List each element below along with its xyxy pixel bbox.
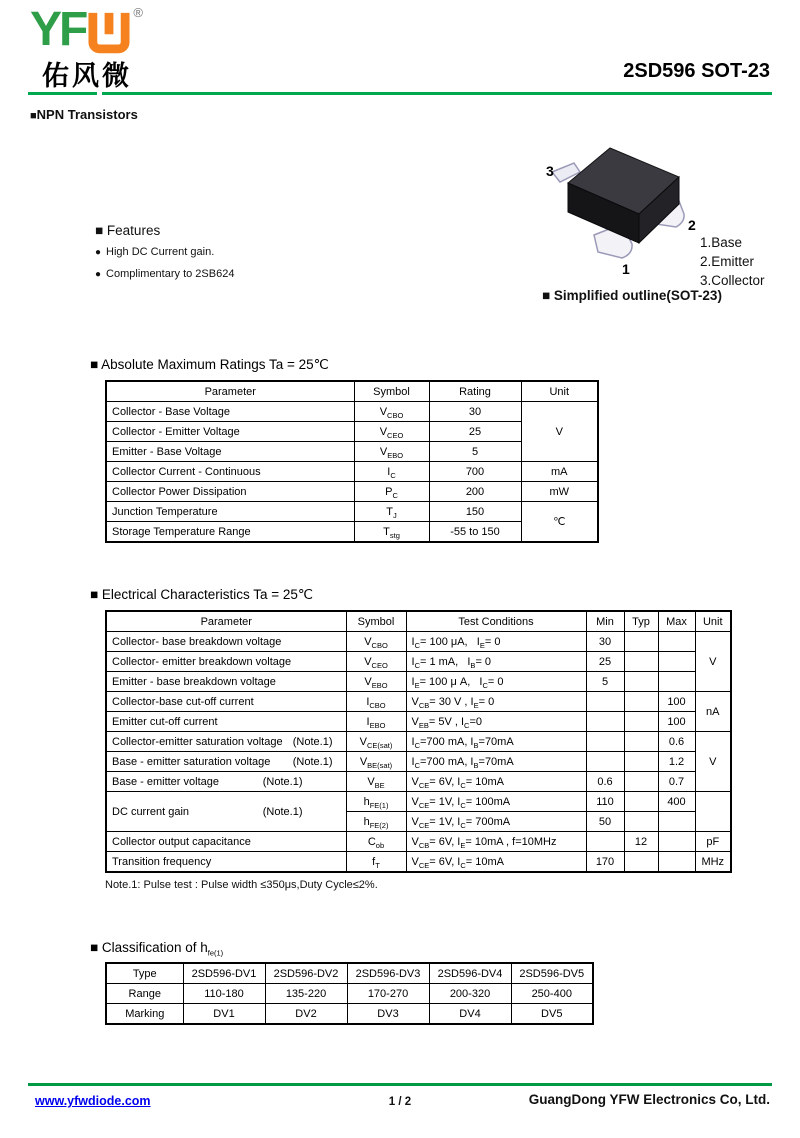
table-header-row (106, 381, 598, 402)
table-row (106, 832, 731, 852)
param-cell (106, 792, 346, 832)
website-link[interactable]: www.yfwdiode.com (35, 1094, 151, 1108)
typ-cell: 12 (624, 832, 658, 852)
typ-cell (624, 852, 658, 873)
conditions-cell: $I_C=700$ mA, $I_B=70mA$ (406, 752, 586, 772)
range-cell: 135-220 (265, 984, 347, 1004)
symbol-cell: $V_{CEO}$ (354, 422, 429, 442)
typ-cell (624, 652, 658, 672)
range-cell: 110-180 (183, 984, 265, 1004)
min-cell: 25 (586, 652, 624, 672)
param-cell: Collector-base cut-off current (106, 692, 346, 712)
max-cell (658, 852, 695, 873)
page-number: 1 / 2 (388, 1096, 412, 1108)
footer-rule (28, 1083, 772, 1086)
table-header-row (106, 611, 731, 632)
table-row (106, 772, 731, 792)
rating-cell: 150 (429, 502, 521, 522)
row-label: Marking (106, 1004, 183, 1025)
note-ref: (Note.1) (292, 755, 333, 768)
min-cell (586, 692, 624, 712)
symbol-cell: $V_{EBO}$ (354, 442, 429, 462)
unit-cell: mA (521, 462, 598, 482)
logo-yf-text: YF (30, 3, 86, 56)
registered-mark-icon: ® (133, 5, 143, 20)
conditions-cell: $V_{CE}= 6V$, $I_C= 10mA$ (406, 852, 586, 873)
table-row (106, 712, 731, 732)
param-cell (106, 732, 346, 752)
table-row (106, 792, 731, 812)
conditions-cell: $V_{CB}= 30$ V , $I_E= 0$ (406, 692, 586, 712)
param-cell (106, 772, 346, 792)
symbol-cell: $h_{FE(2)}$ (346, 812, 406, 832)
table-row (106, 752, 731, 772)
pin-legend-collector: 3.Collector (700, 273, 765, 288)
table-row (106, 852, 731, 873)
feature-text: High DC Current gain. (106, 246, 215, 258)
row-label: Type (106, 963, 183, 984)
max-cell: 100 (658, 712, 695, 732)
note-1: Note.1: Pulse test : Pulse width ≤350μs,Duty Cycle≤2%. (105, 879, 378, 891)
unit-cell: V (695, 732, 731, 792)
min-cell: 5 (586, 672, 624, 692)
range-cell: 250-400 (511, 984, 593, 1004)
param-cell: Collector- emitter breakdown voltage (106, 652, 346, 672)
product-title: 2SD596 SOT-23 (623, 60, 770, 82)
column-header: Min (586, 611, 624, 632)
range-cell: 200-320 (429, 984, 511, 1004)
column-header: Max (658, 611, 695, 632)
ec-table (105, 610, 732, 873)
typ-cell (624, 692, 658, 712)
classification-title-text: Classification of $h_{fe(1)}$ (101, 940, 224, 958)
pin-number-3: 3 (546, 163, 554, 179)
square-marker-icon: ■ (30, 110, 37, 122)
symbol-cell: $T_{stg}$ (354, 522, 429, 543)
symbol-cell: $V_{EBO}$ (346, 672, 406, 692)
square-marker-icon: ■ (90, 940, 99, 955)
param-cell: Emitter - base breakdown voltage (106, 672, 346, 692)
conditions-cell: $I_C= 100$ μA, $I_E= 0$ (406, 632, 586, 652)
amr-table (105, 380, 599, 543)
min-cell: 50 (586, 812, 624, 832)
rating-cell: 200 (429, 482, 521, 502)
unit-cell (695, 792, 731, 832)
table-row (106, 732, 731, 752)
min-cell (586, 732, 624, 752)
table-row (106, 692, 731, 712)
outline-caption (542, 288, 722, 303)
table-row (106, 1004, 593, 1025)
outline-caption-text: Simplified outline(SOT-23) (553, 288, 722, 303)
symbol-cell: $h_{FE(1)}$ (346, 792, 406, 812)
unit-cell: MHz (695, 852, 731, 873)
table-row (106, 402, 598, 422)
conditions-cell: $I_C= 1$ mA, $I_B= 0$ (406, 652, 586, 672)
param-cell: Emitter - Base Voltage (106, 442, 354, 462)
bullet-icon: ● (95, 269, 102, 280)
classification-table (105, 962, 594, 1025)
param-text: DC current gain (112, 805, 190, 818)
conditions-cell: $V_{CE}= 1V$, $I_C= 100mA$ (406, 792, 586, 812)
max-cell: 0.7 (658, 772, 695, 792)
table-row (106, 652, 731, 672)
ec-section-title (90, 587, 313, 603)
column-header: Unit (521, 381, 598, 402)
sot23-package-icon (538, 140, 713, 295)
symbol-cell: $I_{EBO}$ (346, 712, 406, 732)
symbol-cell: $V_{CBO}$ (346, 632, 406, 652)
column-header: Symbol (346, 611, 406, 632)
param-text: Base - emitter saturation voltage (112, 755, 271, 768)
marking-cell: DV1 (183, 1004, 265, 1025)
column-header: Parameter (106, 611, 346, 632)
max-cell (658, 652, 695, 672)
table-row (106, 482, 598, 502)
symbol-cell: $V_{CEO}$ (346, 652, 406, 672)
max-cell: 100 (658, 692, 695, 712)
amr-section-title (90, 357, 329, 373)
symbol-cell: $I_{CBO}$ (346, 692, 406, 712)
unit-cell: pF (695, 832, 731, 852)
table-row (106, 963, 593, 984)
min-cell (586, 752, 624, 772)
company-name: GuangDong YFW Electronics Co, Ltd. (528, 1092, 770, 1107)
marking-cell: DV3 (347, 1004, 429, 1025)
table-row (106, 502, 598, 522)
param-cell: Collector - Base Voltage (106, 402, 354, 422)
pin-legend-emitter: 2.Emitter (700, 254, 755, 269)
conditions-cell: $I_E= 100$ μ A, $I_C= 0$ (406, 672, 586, 692)
typ-cell (624, 732, 658, 752)
max-cell (658, 632, 695, 652)
square-marker-icon: ■ (542, 288, 551, 303)
rating-cell: 25 (429, 422, 521, 442)
marking-cell: DV2 (265, 1004, 347, 1025)
param-text: Collector-emitter saturation voltage (112, 735, 283, 748)
row-label: Range (106, 984, 183, 1004)
typ-cell (624, 792, 658, 812)
table-row (106, 672, 731, 692)
feature-item (95, 268, 234, 280)
marking-cell: DV5 (511, 1004, 593, 1025)
pin-legend-base: 1.Base (700, 235, 743, 250)
conditions-cell: $V_{CB}= 6V$, $I_E= 10mA$ , f=10MHz (406, 832, 586, 852)
unit-cell: ℃ (521, 502, 598, 543)
typ-cell (624, 672, 658, 692)
type-cell: 2SD596-DV2 (265, 963, 347, 984)
symbol-cell: $V_{BE(sat)}$ (346, 752, 406, 772)
column-header: Parameter (106, 381, 354, 402)
max-cell (658, 832, 695, 852)
pin-legend (700, 233, 765, 290)
param-cell: Collector - Emitter Voltage (106, 422, 354, 442)
subtitle-text: NPN Transistors (36, 107, 138, 122)
pin-number-2: 2 (688, 217, 696, 233)
unit-cell: nA (695, 692, 731, 732)
min-cell: 170 (586, 852, 624, 873)
param-cell (106, 752, 346, 772)
bullet-icon: ● (95, 247, 102, 258)
max-cell: 1.2 (658, 752, 695, 772)
type-cell: 2SD596-DV1 (183, 963, 265, 984)
header-rule-dot (102, 92, 105, 95)
type-cell: 2SD596-DV4 (429, 963, 511, 984)
conditions-cell: $V_{CE}= 1V$, $I_C= 700mA$ (406, 812, 586, 832)
max-cell (658, 812, 695, 832)
symbol-cell: $I_C$ (354, 462, 429, 482)
symbol-cell: $T_J$ (354, 502, 429, 522)
conditions-cell: $V_{EB}= 5V$ , $I_C=0$ (406, 712, 586, 732)
header-rule (28, 92, 772, 95)
param-cell: Emitter cut-off current (106, 712, 346, 732)
param-cell: Collector- base breakdown voltage (106, 632, 346, 652)
range-cell: 170-270 (347, 984, 429, 1004)
feature-item (95, 246, 214, 258)
param-cell: Transition frequency (106, 852, 346, 873)
param-cell: Collector Current - Continuous (106, 462, 354, 482)
type-cell: 2SD596-DV3 (347, 963, 429, 984)
type-cell: 2SD596-DV5 (511, 963, 593, 984)
square-marker-icon: ■ (95, 223, 104, 238)
marking-cell: DV4 (429, 1004, 511, 1025)
feature-text: Complimentary to 2SB624 (106, 268, 235, 280)
table-row (106, 632, 731, 652)
column-header: Typ (624, 611, 658, 632)
rating-cell: 30 (429, 402, 521, 422)
note-ref: (Note.1) (292, 735, 333, 748)
square-marker-icon: ■ (90, 357, 99, 372)
symbol-cell: $P_C$ (354, 482, 429, 502)
min-cell: 0.6 (586, 772, 624, 792)
note-ref: (Note.1) (262, 775, 303, 788)
column-header: Rating (429, 381, 521, 402)
ec-title-text: Electrical Characteristics Ta = 25℃ (101, 587, 314, 602)
max-cell: 400 (658, 792, 695, 812)
column-header: Test Conditions (406, 611, 586, 632)
features-title-text: Features (106, 223, 161, 238)
typ-cell (624, 712, 658, 732)
brand-logo (30, 3, 143, 59)
typ-cell (624, 812, 658, 832)
param-text: Base - emitter voltage (112, 775, 219, 788)
rating-cell: 5 (429, 442, 521, 462)
features-title (95, 223, 160, 238)
symbol-cell: $f_T$ (346, 852, 406, 873)
conditions-cell: $I_C=700$ mA, $I_B=70mA$ (406, 732, 586, 752)
param-cell: Storage Temperature Range (106, 522, 354, 543)
symbol-cell: $C_{ob}$ (346, 832, 406, 852)
rating-cell: 700 (429, 462, 521, 482)
unit-cell: V (521, 402, 598, 462)
min-cell (586, 832, 624, 852)
brand-chinese-name: 佑风微 (42, 61, 132, 91)
table-row (106, 984, 593, 1004)
column-header: Unit (695, 611, 731, 632)
table-row (106, 462, 598, 482)
classification-section-title (90, 940, 224, 958)
typ-cell (624, 632, 658, 652)
typ-cell (624, 772, 658, 792)
unit-cell: mW (521, 482, 598, 502)
symbol-cell: $V_{CBO}$ (354, 402, 429, 422)
symbol-cell: $V_{CE(sat)}$ (346, 732, 406, 752)
rating-cell: -55 to 150 (429, 522, 521, 543)
min-cell: 30 (586, 632, 624, 652)
min-cell: 110 (586, 792, 624, 812)
max-cell: 0.6 (658, 732, 695, 752)
logo-w-icon (87, 10, 131, 59)
min-cell (586, 712, 624, 732)
symbol-cell: $V_{BE}$ (346, 772, 406, 792)
param-cell: Junction Temperature (106, 502, 354, 522)
param-cell: Collector output capacitance (106, 832, 346, 852)
amr-title-text: Absolute Maximum Ratings Ta = 25℃ (101, 357, 329, 372)
column-header: Symbol (354, 381, 429, 402)
unit-cell: V (695, 632, 731, 692)
note-ref: (Note.1) (262, 805, 303, 818)
pin-number-1: 1 (622, 261, 630, 277)
max-cell (658, 672, 695, 692)
param-cell: Collector Power Dissipation (106, 482, 354, 502)
square-marker-icon: ■ (90, 587, 99, 602)
typ-cell (624, 752, 658, 772)
conditions-cell: $V_{CE}= 6V$, $I_C= 10mA$ (406, 772, 586, 792)
subtitle-npn-transistors (30, 107, 138, 122)
